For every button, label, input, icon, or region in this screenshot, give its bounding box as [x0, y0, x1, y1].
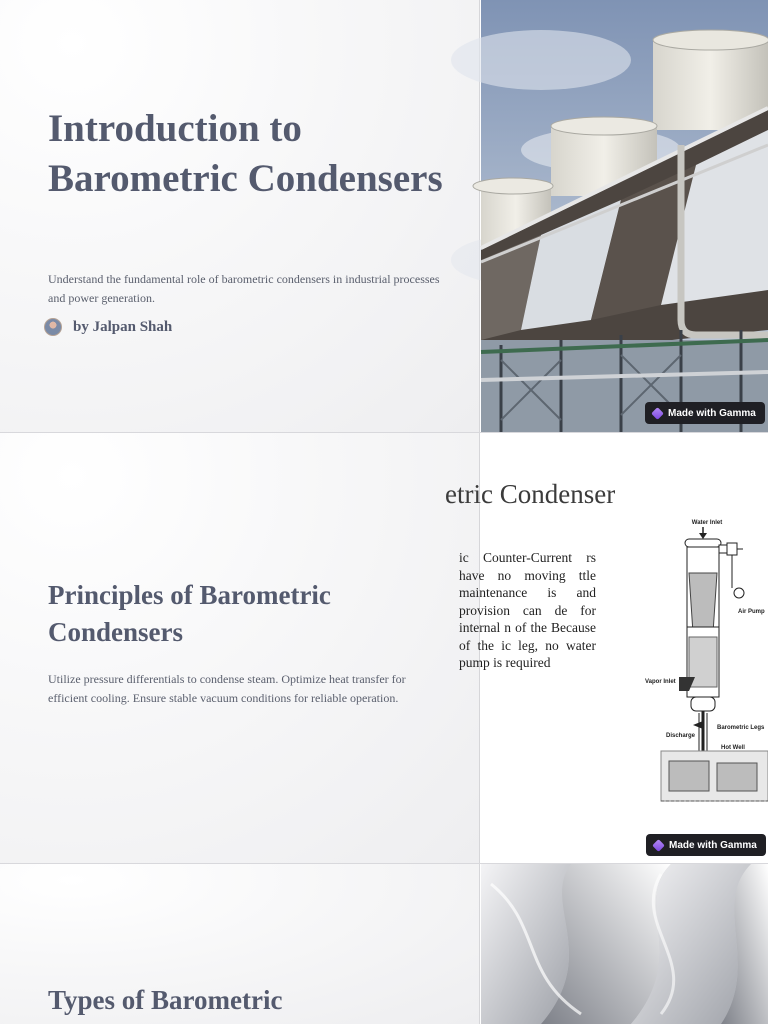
cooling-towers-illustration [481, 0, 768, 432]
gamma-logo-icon [652, 839, 665, 852]
condenser-schematic [645, 513, 768, 833]
author-byline [44, 316, 172, 338]
slide-title: Principles of Barometric Condensers [48, 580, 331, 647]
slide-title: Introduction to Barometric Condensers [48, 107, 443, 200]
condenser-diagram-image [445, 433, 768, 864]
diagram-paragraph: ic Counter-Current rs have no moving ttle maintenance is and provision can de for internal n of the Because of the ic leg, no water pump is required [459, 550, 596, 670]
abstract-waves-illustration [481, 864, 768, 1024]
made-with-gamma-badge[interactable] [645, 402, 765, 424]
water-inlet-label: Water Inlet [691, 520, 723, 526]
air-pump-label: Air Pump [738, 609, 765, 615]
slide-text-panel [0, 433, 480, 864]
made-with-gamma-badge[interactable] [646, 834, 766, 856]
author-avatar [44, 318, 62, 336]
slide-text-panel [0, 864, 480, 1024]
slide-principles [0, 433, 768, 864]
slide-introduction [0, 0, 768, 432]
cooling-towers-photo [481, 0, 768, 432]
gamma-logo-icon [651, 407, 664, 420]
slide-description: Understand the fundamental role of barometric condensers in industrial processes and power generation. [48, 272, 440, 305]
slide-types [0, 864, 768, 1024]
slide-description: Utilize pressure differentials to condense steam. Optimize heat transfer for efficient cooling. Ensure stable vacuum conditions for reliable operation. [48, 672, 406, 705]
slide-title: Types of Barometric [48, 985, 283, 1015]
barometric-legs-label: Barometric Legs [717, 725, 765, 731]
hot-well-label: Hot Well [721, 745, 745, 751]
discharge-label: Discharge [666, 733, 696, 739]
slide-text-panel [0, 0, 480, 432]
badge-label: Made with Gamma [668, 407, 756, 419]
vapor-inlet-label: Vapor Inlet [645, 679, 676, 685]
badge-label: Made with Gamma [669, 839, 757, 851]
author-name: by Jalpan Shah [73, 318, 173, 335]
abstract-waves-image [481, 864, 768, 1024]
diagram-title: etric Condenser [445, 479, 616, 509]
